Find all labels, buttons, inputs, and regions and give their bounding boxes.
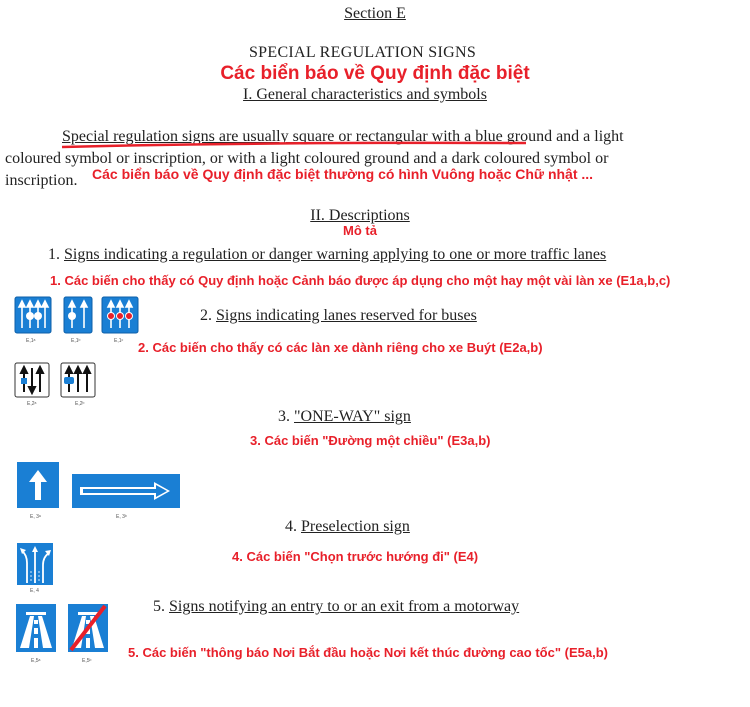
item-2-title: 2. Signs indicating lanes reserved for buses (200, 307, 477, 324)
caption-e1c: E,1ᶜ (114, 338, 124, 344)
part1-title: I. General characteristics and symbols (243, 86, 487, 103)
section-title: Section E (344, 5, 406, 22)
sign-e4-preselection-icon (17, 543, 53, 585)
item-5-vi: 5. Các biến "thông báo Nơi Bắt đầu hoặc Nơi kết thúc đường cao tốc" (E5a,b) (128, 645, 608, 660)
part2-vi: Mô tả (343, 223, 377, 238)
item-1-title: 1. Signs indicating a regulation or danger warning applying to one or more traffic lanes (48, 246, 607, 263)
heading-vi: Các biển báo về Quy định đặc biệt (220, 63, 530, 84)
sign-e3b-one-way-icon (72, 474, 180, 508)
item-2-vi: 2. Các biến cho thấy có các làn xe dành riêng cho xe Buýt (E2a,b) (138, 340, 543, 355)
item-3-title: 3. "ONE-WAY" sign (278, 408, 411, 425)
sign-e1b-icon (63, 296, 93, 334)
sign-e1c-icon (101, 296, 139, 334)
paragraph-line1-rest: a blue ground and a light (460, 128, 624, 145)
caption-e2b: E,2ᵇ (75, 401, 85, 407)
sign-e3a-one-way-icon (17, 462, 59, 508)
sign-e5a-motorway-icon (16, 604, 56, 652)
caption-e1a: E,1ᵃ (26, 338, 36, 344)
sign-e2a-icon (14, 362, 50, 398)
caption-e4: E, 4 (30, 588, 39, 594)
item-5-title: 5. Signs notifying an entry to or an exit from a motorway (153, 598, 520, 615)
caption-e2a: E,2ᵃ (27, 401, 37, 407)
caption-e5a: E,5ᵃ (31, 658, 41, 664)
paragraph-vi-note: Các biển báo về Quy định đặc biệt thường có hình Vuông hoặc Chữ nhật ... (92, 166, 594, 182)
paragraph-line2: coloured symbol or inscription, or with a light coloured ground and a dark coloured symbol or (5, 150, 609, 167)
heading: SPECIAL REGULATION SIGNS (248, 44, 477, 61)
caption-e5b: E,5ᵇ (82, 658, 92, 664)
sign-e5b-motorway-end-icon (68, 604, 108, 652)
item-3-vi: 3. Các biến "Đường một chiều" (E3a,b) (250, 433, 491, 448)
caption-e3a: E, 3ᵃ (30, 514, 41, 520)
item-4-title: 4. Preselection sign (285, 518, 410, 535)
item-1-vi: 1. Các biến cho thấy có Quy định hoặc Cảnh báo được áp dụng cho một hay một vài làn xe (E1a,b,c) (50, 273, 671, 288)
paragraph-line3: inscription. (5, 172, 78, 189)
sign-e1a-icon (14, 296, 52, 334)
caption-e1b: E,1ᵇ (71, 338, 81, 344)
part2-title: II. Descriptions (310, 207, 410, 224)
sign-e2b-icon (60, 362, 96, 398)
item-4-vi: 4. Các biến "Chọn trước hướng đi" (E4) (232, 549, 479, 564)
caption-e3b: E, 3ᵇ (116, 514, 127, 520)
paragraph-line1-underlined: Special regulation signs are usually square or rectangular with (62, 128, 461, 145)
